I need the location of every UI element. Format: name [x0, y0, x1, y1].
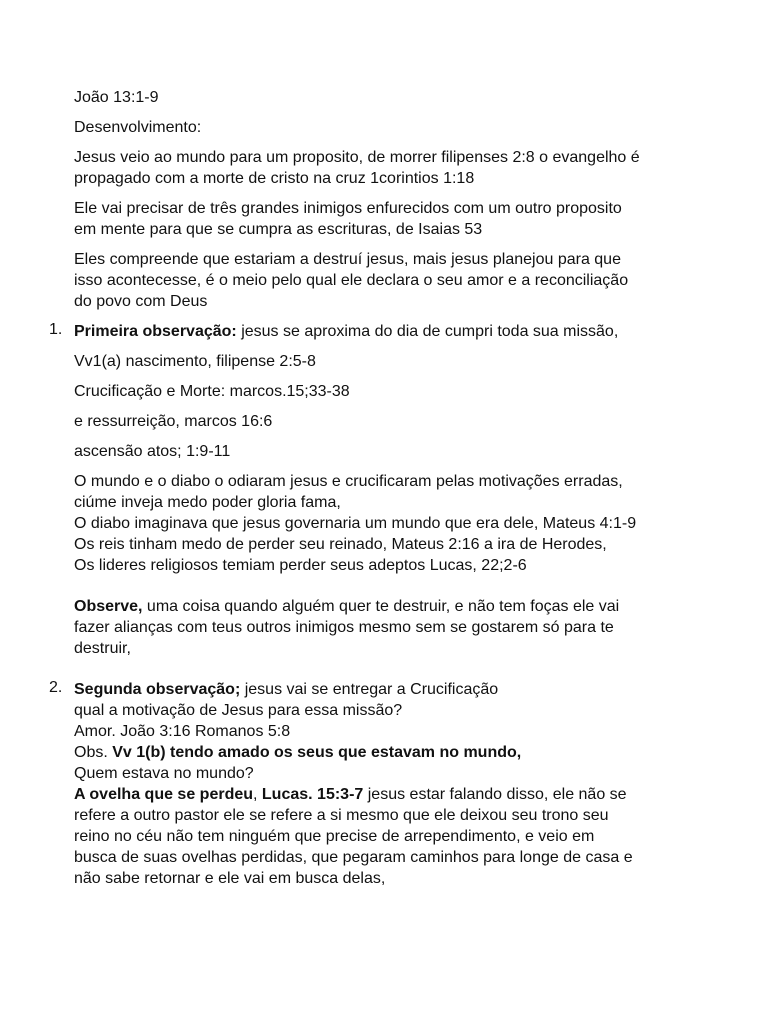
item-2-block [74, 679, 724, 889]
observe-text: uma coisa quando alguém quer te destruir, e não tem foças ele vai [142, 598, 620, 615]
item-1-paragraph-line-1: O mundo e o diabo o odiaram jesus e crucificaram pelas motivações erradas, [74, 473, 623, 490]
paragraph-3-line-3: do povo com Deus [74, 293, 208, 310]
observe-line-2: fazer alianças com teus outros inimigos mesmo sem se gostarem só para te [74, 619, 614, 636]
observe-paragraph [74, 596, 724, 659]
item-2-line-2: qual a motivação de Jesus para essa missão? [74, 702, 403, 719]
item-1-line-4: ascensão atos; 1:9-11 [74, 443, 231, 460]
item-1-line-1: Vv1(a) nascimento, filipense 2:5-8 [74, 353, 316, 370]
item-1-line-2: Crucificação e Morte: marcos.15;33-38 [74, 383, 350, 400]
observe-line-3: destruir, [74, 640, 131, 657]
list-number-2: 2. [49, 679, 63, 696]
paragraph-2 [74, 198, 724, 240]
item-2-obs-line [74, 742, 724, 763]
paragraph-2-line-1: Ele vai precisar de três grandes inimigos enfurecidos com um outro proposito [74, 200, 622, 217]
obs-prefix: Obs. [74, 744, 113, 761]
ovelha-bold-1: A ovelha que se perdeu [74, 786, 254, 803]
paragraph-1 [74, 147, 724, 189]
ovelha-bold-2: Lucas. 15:3-7 [261, 786, 364, 803]
item-1-paragraph [74, 471, 724, 576]
ovelha-text: jesus estar falando disso, ele não se [363, 786, 627, 803]
subheading-text: Desenvolvimento: [74, 119, 202, 136]
paragraph-3 [74, 249, 724, 312]
list-number-1: 1. [49, 321, 63, 338]
item-1-paragraph-line-4: Os reis tinham medo de perder seu reinado, Mateus 2:16 a ira de Herodes, [74, 536, 607, 553]
item-2-heading [74, 679, 724, 700]
item-gap [74, 659, 724, 679]
item-1-bold-label: Primeira observação: [74, 323, 237, 340]
item-2-text: jesus vai se entregar a Crucificação [240, 681, 499, 698]
ovelha-line [74, 784, 724, 805]
list-item-2 [49, 679, 724, 889]
item-2-line-3: Amor. João 3:16 Romanos 5:8 [74, 723, 291, 740]
observe-line-1 [74, 596, 724, 617]
item-2-bold-label: Segunda observação; [74, 681, 241, 698]
paragraph-1-line-1: Jesus veio ao mundo para um proposito, de morrer filipenses 2:8 o evangelho é [74, 149, 640, 166]
item-1-paragraph-line-2: ciúme inveja medo poder gloria fama, [74, 494, 341, 511]
paragraph-3-line-1: Eles compreende que estariam a destruí jesus, mais jesus planejou para que [74, 251, 621, 268]
obs-bold-text: Vv 1(b) tendo amado os seus que estavam no mundo, [112, 744, 522, 761]
item-1-line-3: e ressurreição, marcos 16:6 [74, 413, 273, 430]
final-line-1: refere a outro pastor ele se refere a si mesmo que ele deixou seu trono seu [74, 807, 609, 824]
paragraph-1-line-2: propagado com a morte de cristo na cruz 1corintios 1:18 [74, 170, 475, 187]
item-1-heading [74, 321, 724, 342]
paragraph-2-line-2: em mente para que se cumpra as escrituras, de Isaias 53 [74, 221, 483, 238]
ovelha-comma: , [253, 786, 262, 803]
final-line-2: reino no céu não tem ninguém que precise de arrependimento, e veio em [74, 828, 595, 845]
item-1-text: jesus se aproxima do dia de cumpri toda sua missão, [236, 323, 619, 340]
final-line-3: busca de suas ovelhas perdidas, que pegaram caminhos para longe de casa e [74, 849, 633, 866]
item-2-line-5: Quem estava no mundo? [74, 765, 254, 782]
final-line-4: não sabe retornar e ele vai em busca delas, [74, 870, 386, 887]
list-item-1 [49, 321, 724, 659]
heading-text: João 13:1-9 [74, 89, 159, 106]
document-content [49, 87, 724, 889]
observe-label: Observe, [74, 598, 143, 615]
paragraph-3-line-2: isso acontecesse, é o meio pelo qual ele declara o seu amor e a reconciliação [74, 272, 629, 289]
item-1-gap [74, 576, 724, 596]
item-1-paragraph-line-3: O diabo imaginava que jesus governaria um mundo que era dele, Mateus 4:1-9 [74, 515, 637, 532]
item-1-paragraph-line-5: Os lideres religiosos temiam perder seus adeptos Lucas, 22;2-6 [74, 557, 527, 574]
